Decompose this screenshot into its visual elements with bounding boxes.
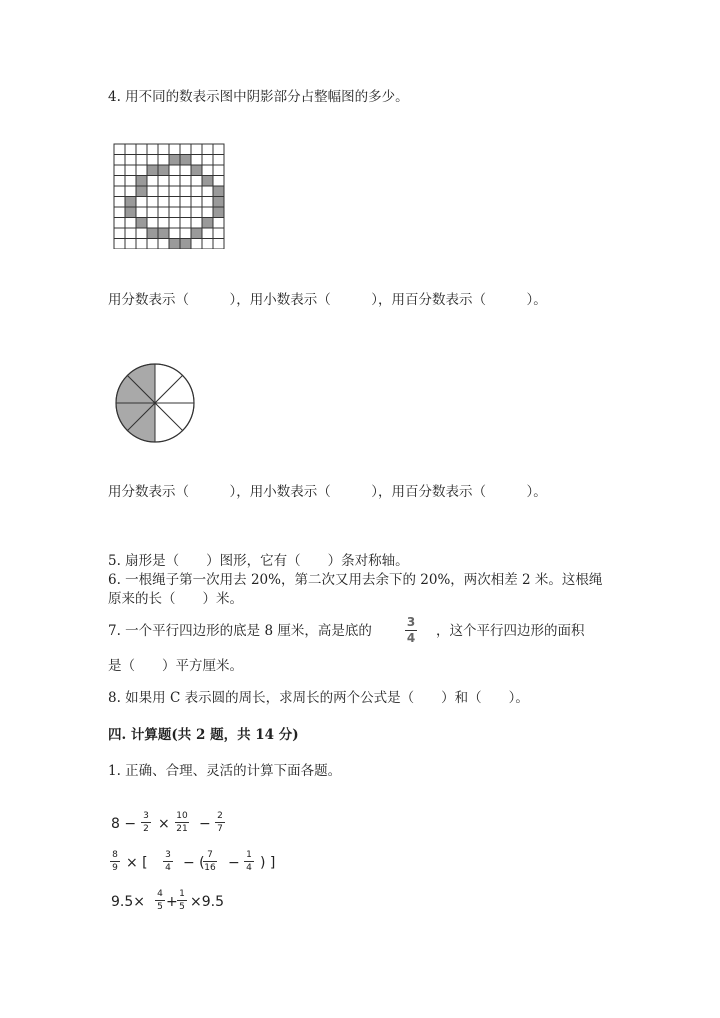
grid-cell bbox=[202, 239, 213, 250]
grid-cell bbox=[114, 144, 125, 155]
grid-cell bbox=[158, 186, 169, 197]
grid-cell-shaded bbox=[136, 186, 147, 197]
grid-cell bbox=[180, 207, 191, 218]
grid-cell bbox=[147, 197, 158, 208]
grid-cell bbox=[136, 207, 147, 218]
grid-cell bbox=[213, 155, 224, 166]
grid-cell-shaded bbox=[180, 239, 191, 250]
grid-cell-shaded bbox=[169, 155, 180, 166]
grid-cell-shaded bbox=[158, 228, 169, 239]
grid-cell-shaded bbox=[158, 165, 169, 176]
grid-cell bbox=[191, 239, 202, 250]
grid-cell bbox=[125, 218, 136, 229]
grid-cell bbox=[114, 228, 125, 239]
grid-cell bbox=[169, 165, 180, 176]
grid-cell bbox=[114, 197, 125, 208]
q6-line2: 原来的长（ ）米。 bbox=[108, 591, 243, 607]
grid-cell-shaded bbox=[191, 165, 202, 176]
section-4-title: 四. 计算题(共 2 题，共 14 分) bbox=[108, 727, 299, 743]
grid-cell bbox=[191, 144, 202, 155]
q7-fraction: 3 4 bbox=[406, 615, 416, 645]
grid-cell bbox=[169, 186, 180, 197]
grid-cell bbox=[202, 144, 213, 155]
grid-cell-shaded bbox=[191, 228, 202, 239]
grid-cell bbox=[191, 218, 202, 229]
grid-cell bbox=[180, 186, 191, 197]
grid-cell-shaded bbox=[213, 197, 224, 208]
grid-cell bbox=[213, 165, 224, 176]
calc-instruction: 1. 正确、合理、灵活的计算下面各题。 bbox=[108, 763, 342, 779]
grid-cell bbox=[136, 144, 147, 155]
grid-cell bbox=[114, 239, 125, 250]
grid-cell-shaded bbox=[147, 228, 158, 239]
q4-answer-line-grid: 用分数表示（ ），用小数表示（ ），用百分数表示（ ）。 bbox=[108, 292, 547, 308]
expr2-fraction-2: 3 4 bbox=[163, 850, 173, 873]
grid-cell bbox=[191, 186, 202, 197]
q5-text: 5. 扇形是（ ）图形，它有（ ）条对称轴。 bbox=[108, 553, 409, 569]
grid-cell bbox=[125, 186, 136, 197]
expr1-fraction-3: 2 7 bbox=[215, 811, 225, 834]
expr3-fraction-2: 1 5 bbox=[177, 889, 187, 912]
expr3-op1: + bbox=[166, 894, 178, 910]
grid-cell bbox=[147, 144, 158, 155]
grid-cell bbox=[158, 197, 169, 208]
grid-cell bbox=[158, 207, 169, 218]
grid-cell bbox=[180, 176, 191, 187]
grid-cell bbox=[213, 218, 224, 229]
expr1-fraction-2: 10 21 bbox=[176, 811, 188, 834]
grid-cell bbox=[213, 176, 224, 187]
grid-cell bbox=[169, 207, 180, 218]
grid-cell bbox=[125, 155, 136, 166]
grid-cell bbox=[125, 176, 136, 187]
grid-cell-shaded bbox=[147, 165, 158, 176]
grid-cell bbox=[125, 165, 136, 176]
q7-line2: 是（ ）平方厘米。 bbox=[108, 658, 243, 674]
grid-cell-shaded bbox=[180, 155, 191, 166]
grid-cell bbox=[213, 239, 224, 250]
grid-cell-shaded bbox=[202, 218, 213, 229]
grid-cell bbox=[147, 207, 158, 218]
grid-cell bbox=[114, 155, 125, 166]
grid-cell bbox=[125, 228, 136, 239]
grid-cell bbox=[114, 176, 125, 187]
expr3-tail: ×9.5 bbox=[190, 894, 224, 910]
grid-cell bbox=[136, 228, 147, 239]
grid-cell bbox=[169, 197, 180, 208]
grid-cell-shaded bbox=[169, 239, 180, 250]
expr2-op2: − ( bbox=[183, 855, 205, 871]
q6-line1: 6. 一根绳子第一次用去 20%，第二次又用去余下的 20%，两次相差 2 米。这根绳 bbox=[108, 572, 603, 588]
grid-cell-shaded bbox=[125, 197, 136, 208]
grid-cell-shaded bbox=[213, 186, 224, 197]
grid-cell bbox=[114, 207, 125, 218]
shaded-grid-figure bbox=[113, 143, 226, 249]
grid-cell bbox=[147, 176, 158, 187]
expr1-op1: × bbox=[158, 816, 170, 832]
grid-cell bbox=[180, 165, 191, 176]
grid-cell bbox=[180, 197, 191, 208]
expr2-op1: × [ bbox=[126, 855, 148, 871]
grid-cell bbox=[136, 197, 147, 208]
grid-cell bbox=[213, 144, 224, 155]
grid-cell bbox=[136, 165, 147, 176]
shaded-circle-figure bbox=[114, 362, 196, 444]
grid-cell bbox=[147, 155, 158, 166]
grid-cell bbox=[191, 176, 202, 187]
q4-answer-line-circle: 用分数表示（ ），用小数表示（ ），用百分数表示（ ）。 bbox=[108, 484, 547, 500]
q8-text: 8. 如果用 C 表示圆的周长，求周长的两个公式是（ ）和（ ）。 bbox=[108, 690, 529, 706]
grid-cell-shaded bbox=[125, 207, 136, 218]
expr2-fraction-4: 1 4 bbox=[244, 850, 254, 873]
grid-cell bbox=[169, 228, 180, 239]
grid-cell bbox=[158, 218, 169, 229]
expr2-tail: ) ] bbox=[260, 855, 276, 871]
grid-cell bbox=[191, 197, 202, 208]
grid-cell bbox=[114, 218, 125, 229]
grid-cell bbox=[114, 165, 125, 176]
grid-cell-shaded bbox=[136, 218, 147, 229]
grid-cell bbox=[158, 239, 169, 250]
expr1-op2: − bbox=[199, 816, 211, 832]
grid-cell bbox=[136, 239, 147, 250]
grid-cell bbox=[191, 155, 202, 166]
grid-cell bbox=[158, 144, 169, 155]
expr2-fraction-3: 7 16 bbox=[204, 850, 216, 873]
grid-cell bbox=[191, 207, 202, 218]
grid-cell-shaded bbox=[202, 176, 213, 187]
expr1-fraction-1: 3 2 bbox=[141, 811, 151, 834]
grid-cell bbox=[125, 239, 136, 250]
grid-cell bbox=[169, 176, 180, 187]
expr1-lead: 8 − bbox=[111, 816, 137, 832]
grid-cell bbox=[180, 218, 191, 229]
grid-cell bbox=[180, 228, 191, 239]
expr3-lead: 9.5× bbox=[111, 894, 145, 910]
grid-cell-shaded bbox=[136, 176, 147, 187]
grid-cell bbox=[147, 186, 158, 197]
grid-cell-shaded bbox=[213, 207, 224, 218]
q7-part1: 7. 一个平行四边形的底是 8 厘米，高是底的 bbox=[108, 623, 372, 639]
grid-cell bbox=[158, 155, 169, 166]
grid-cell bbox=[169, 218, 180, 229]
grid-cell bbox=[147, 218, 158, 229]
expr2-fraction-1: 8 9 bbox=[110, 850, 120, 873]
expr3-fraction-1: 4 5 bbox=[155, 889, 165, 912]
grid-cell bbox=[202, 207, 213, 218]
grid-cell bbox=[158, 176, 169, 187]
grid-cell bbox=[147, 239, 158, 250]
grid-cell bbox=[136, 155, 147, 166]
grid-cell bbox=[114, 186, 125, 197]
q7-part2: ，这个平行四边形的面积 bbox=[436, 623, 585, 639]
grid-cell bbox=[202, 197, 213, 208]
grid-cell bbox=[213, 228, 224, 239]
grid-cell bbox=[180, 144, 191, 155]
grid-cell bbox=[202, 155, 213, 166]
grid-cell bbox=[202, 165, 213, 176]
q4-title: 4. 用不同的数表示图中阴影部分占整幅图的多少。 bbox=[108, 89, 409, 105]
grid-cell bbox=[202, 186, 213, 197]
grid-cell bbox=[169, 144, 180, 155]
grid-cell bbox=[202, 228, 213, 239]
grid-cell bbox=[125, 144, 136, 155]
expr2-op3: − bbox=[228, 855, 240, 871]
